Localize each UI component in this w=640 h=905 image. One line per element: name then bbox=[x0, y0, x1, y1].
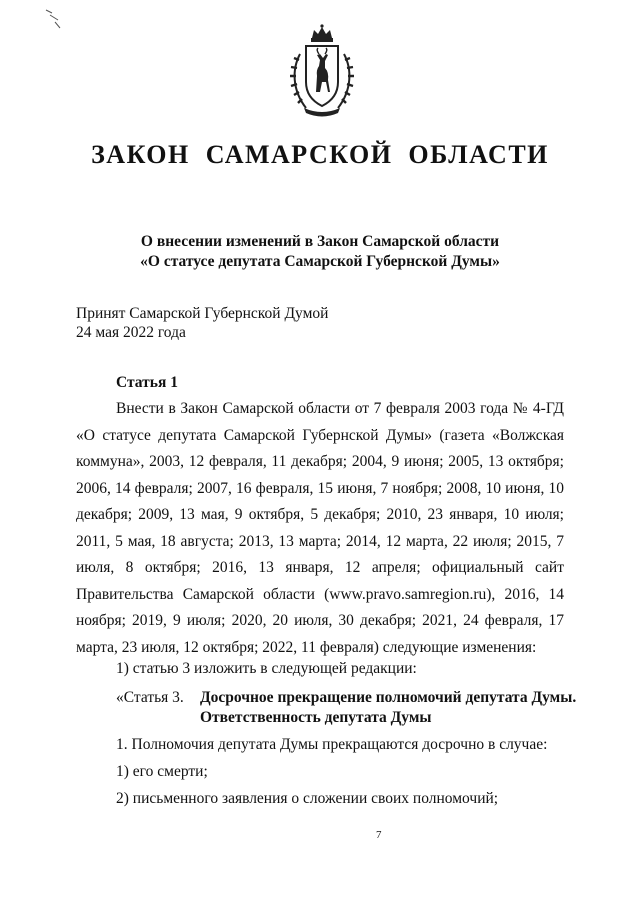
law-title: ЗАКОН САМАРСКОЙ ОБЛАСТИ bbox=[91, 140, 549, 169]
page-number: 7 bbox=[376, 829, 382, 841]
clause-1-item-1: 1) его смерти; bbox=[116, 763, 208, 780]
samara-coat-of-arms-icon bbox=[286, 24, 358, 120]
law-subject bbox=[0, 232, 640, 272]
article-heading: Статья 1 bbox=[116, 374, 178, 391]
adoption-info bbox=[76, 304, 328, 342]
clause-1: 1. Полномочия депутата Думы прекращаются досрочно в случае: bbox=[116, 736, 548, 753]
quoted-article-label: «Статья 3. bbox=[116, 689, 184, 706]
quoted-article-heading bbox=[116, 688, 576, 728]
subject-line-2: «О статусе депутата Самарской Губернской Думы» bbox=[140, 253, 500, 270]
quoted-article-title-1: Досрочное прекращение полномочий депутата Думы. bbox=[200, 689, 577, 706]
subject-line-1: О внесении изменений в Закон Самарской области bbox=[140, 233, 500, 250]
clause-1-item-2: 2) письменного заявления о сложении своих полномочий; bbox=[116, 790, 499, 807]
adopted-by: Принят Самарской Губернской Думой bbox=[76, 305, 329, 322]
corner-mark-icon bbox=[44, 8, 64, 32]
item-1: 1) статью 3 изложить в следующей редакции: bbox=[116, 660, 417, 677]
article-body bbox=[76, 396, 564, 661]
adoption-date: 24 мая 2022 года bbox=[76, 324, 186, 341]
quoted-article-title-2: Ответственность депутата Думы bbox=[200, 709, 432, 726]
article-paragraph: Внести в Закон Самарской области от 7 февраля 2003 года № 4-ГД «О статусе депутата Самарской Губернской Думы» (газета «Волжская коммуна», 2003, 12 февраля, 11 декабря; 2004, 9 июня; 2005, 13 октября; 2006, 14 февраля; 2007, 16 февраля, 15 июня, 7 ноября; 2008, 10 июня, 10 декабря; 2009, 13 мая, 9 октября, 5 декабря; 2010, 23 января, 10 июля; 2011, 5 мая, 18 августа; 2013, 13 марта; 2014, 12 марта, 22 июля; 2015, 7 июля, 8 октября; 2016, 13 января, 12 апреля; официальный сайт Правительства Самарской области (www.pravo.samregion.ru), 2016, 14 ноября; 2019, 9 июля; 2020, 20 июля, 30 декабря; 2021, 24 февраля, 17 марта, 23 июля, 12 октября; 2022, 11 февраля) следующие изменения: bbox=[76, 400, 564, 656]
